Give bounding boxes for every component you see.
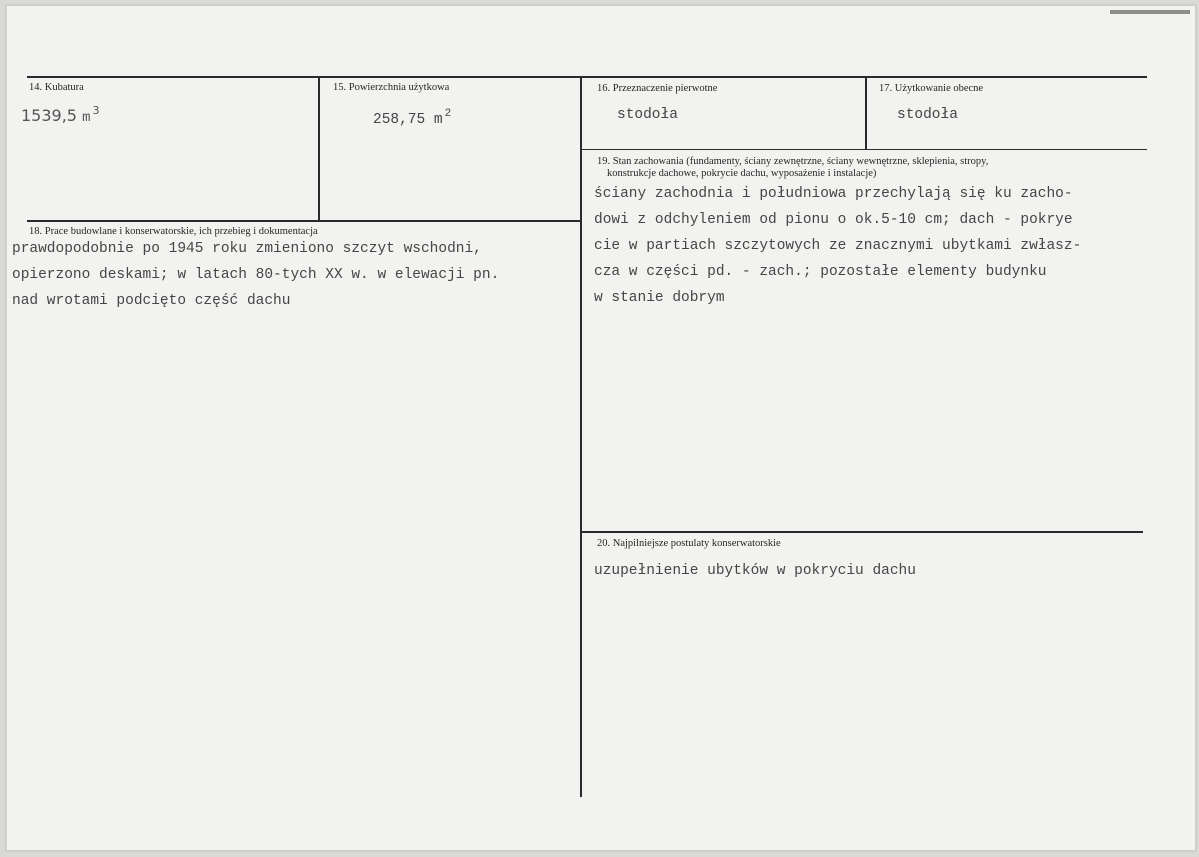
field-17-value: stodoła	[897, 107, 958, 123]
field-17-label: 17. Użytkowanie obecne	[879, 83, 984, 94]
rule-above-19	[581, 149, 1147, 150]
field-14-label: 14. Kubatura	[29, 82, 84, 93]
field-16-value: stodoła	[617, 107, 678, 123]
volume-exponent: 3	[92, 104, 100, 117]
field-19-line: cie w partiach szczytowych ze znacznymi ubytkami zwłasz-	[594, 238, 1082, 254]
volume-unit: m	[82, 110, 91, 126]
field-20-value: uzupełnienie ubytków w pokryciu dachu	[594, 563, 916, 579]
field-18-line: opierzono deskami; w latach 80-tych XX w. w elewacji pn.	[12, 267, 500, 283]
field-19-text	[594, 181, 1081, 311]
field-19-line: cza w części pd. - zach.; pozostałe elementy budynku	[594, 264, 1047, 280]
area-exponent: 2	[444, 108, 452, 120]
main-vertical-divider	[580, 77, 582, 797]
divider-14-15	[318, 77, 320, 222]
field-18-line: nad wrotami podcięto część dachu	[12, 293, 291, 309]
divider-16-17	[865, 77, 867, 149]
punch-mark	[1110, 10, 1190, 14]
field-18-label: 18. Prace budowlane i konserwatorskie, ich przebieg i dokumentacja	[29, 226, 318, 237]
area-value: 258,75	[373, 112, 426, 128]
volume-value: 1539,5	[21, 106, 77, 125]
field-19-label-line2: konstrukcje dachowe, pokrycie dachu, wyposażenie i instalacje)	[607, 168, 877, 179]
field-18-line: prawdopodobnie po 1945 roku zmieniono szczyt wschodni,	[12, 241, 482, 257]
field-20-label: 20. Najpilniejsze postulaty konserwatorskie	[597, 538, 781, 549]
rule-above-18	[27, 220, 581, 222]
inventory-card	[6, 5, 1196, 851]
field-16-label: 16. Przeznaczenie pierwotne	[597, 83, 718, 94]
field-15-label: 15. Powierzchnia użytkowa	[333, 82, 450, 93]
field-19-line: dowi z odchyleniem od pionu o ok.5-10 cm; dach - pokrye	[594, 212, 1073, 228]
field-15-value	[373, 108, 451, 128]
area-unit: m	[433, 112, 443, 128]
rule-above-20	[581, 531, 1143, 533]
top-rule	[27, 76, 1147, 78]
field-18-text	[12, 236, 499, 314]
field-19-line: w stanie dobrym	[594, 290, 725, 306]
field-19-line: ściany zachodnia i południowa przechylają się ku zacho-	[594, 186, 1073, 202]
field-19-label-line1: 19. Stan zachowania (fundamenty, ściany zewnętrzne, ściany wewnętrzne, sklepienia, stropy,	[597, 156, 989, 167]
field-14-value	[21, 104, 99, 126]
field-19-label	[597, 156, 988, 180]
